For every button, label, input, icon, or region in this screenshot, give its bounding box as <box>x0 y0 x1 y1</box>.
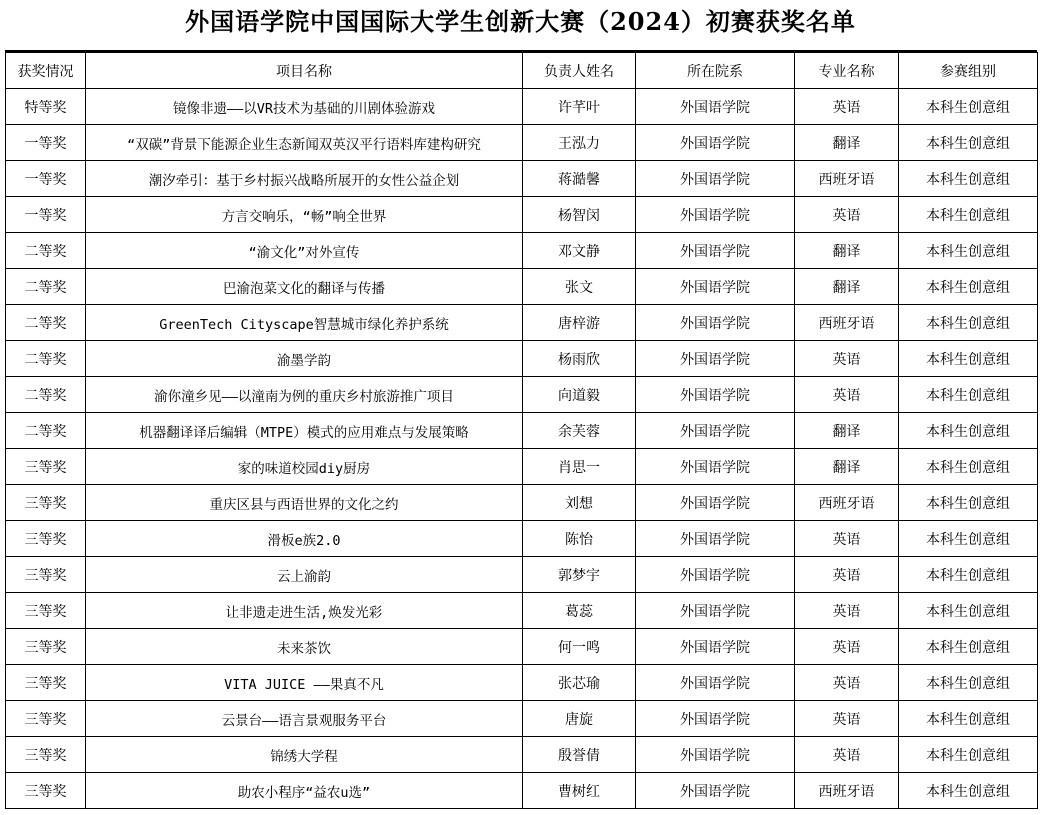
group-cell: 本科生创意组 <box>899 161 1038 197</box>
group-cell: 本科生创意组 <box>899 593 1038 629</box>
table-row <box>6 161 1038 197</box>
table-row <box>6 629 1038 665</box>
award-cell: 三等奖 <box>6 701 86 737</box>
group-cell: 本科生创意组 <box>899 269 1038 305</box>
project-name-cell: 云景台——语言景观服务平台 <box>86 701 523 737</box>
major-cell: 英语 <box>795 593 899 629</box>
department-cell: 外国语学院 <box>636 485 795 521</box>
leader-name-cell: 陈怡 <box>523 521 636 557</box>
group-cell: 本科生创意组 <box>899 413 1038 449</box>
award-cell: 三等奖 <box>6 629 86 665</box>
leader-name-cell: 王泓力 <box>523 125 636 161</box>
project-name-cell: VITA JUICE ——果真不凡 <box>86 665 523 701</box>
table-row <box>6 485 1038 521</box>
department-cell: 外国语学院 <box>636 665 795 701</box>
department-cell: 外国语学院 <box>636 521 795 557</box>
table-row <box>6 521 1038 557</box>
group-cell: 本科生创意组 <box>899 197 1038 233</box>
table-row <box>6 737 1038 773</box>
major-cell: 英语 <box>795 629 899 665</box>
header-department: 所在院系 <box>636 53 795 89</box>
major-cell: 翻译 <box>795 233 899 269</box>
major-cell: 英语 <box>795 377 899 413</box>
department-cell: 外国语学院 <box>636 161 795 197</box>
leader-name-cell: 张芯瑜 <box>523 665 636 701</box>
project-name-cell: “渝文化”对外宣传 <box>86 233 523 269</box>
header-project-name: 项目名称 <box>86 53 523 89</box>
project-name-cell: 滑板e族2.0 <box>86 521 523 557</box>
table-row <box>6 125 1038 161</box>
leader-name-cell: 葛蕊 <box>523 593 636 629</box>
table-row <box>6 449 1038 485</box>
leader-name-cell: 郭梦宇 <box>523 557 636 593</box>
project-name-cell: 机器翻译译后编辑（MTPE）模式的应用难点与发展策略 <box>86 413 523 449</box>
leader-name-cell: 杨雨欣 <box>523 341 636 377</box>
award-cell: 二等奖 <box>6 377 86 413</box>
major-cell: 西班牙语 <box>795 305 899 341</box>
table-row <box>6 305 1038 341</box>
leader-name-cell: 唐梓游 <box>523 305 636 341</box>
group-cell: 本科生创意组 <box>899 341 1038 377</box>
award-cell: 特等奖 <box>6 89 86 125</box>
group-cell: 本科生创意组 <box>899 557 1038 593</box>
group-cell: 本科生创意组 <box>899 521 1038 557</box>
project-name-cell: “双碳”背景下能源企业生态新闻双英汉平行语料库建构研究 <box>86 125 523 161</box>
group-cell: 本科生创意组 <box>899 665 1038 701</box>
group-cell: 本科生创意组 <box>899 233 1038 269</box>
table-row <box>6 413 1038 449</box>
major-cell: 西班牙语 <box>795 161 899 197</box>
major-cell: 英语 <box>795 701 899 737</box>
table-row <box>6 269 1038 305</box>
table-row <box>6 665 1038 701</box>
department-cell: 外国语学院 <box>636 305 795 341</box>
table-row <box>6 197 1038 233</box>
awards-table <box>5 52 1038 809</box>
major-cell: 英语 <box>795 197 899 233</box>
department-cell: 外国语学院 <box>636 737 795 773</box>
project-name-cell: 家的味道校园diy厨房 <box>86 449 523 485</box>
award-cell: 三等奖 <box>6 449 86 485</box>
major-cell: 英语 <box>795 89 899 125</box>
award-cell: 二等奖 <box>6 269 86 305</box>
department-cell: 外国语学院 <box>636 377 795 413</box>
table-row <box>6 557 1038 593</box>
group-cell: 本科生创意组 <box>899 737 1038 773</box>
leader-name-cell: 许芊叶 <box>523 89 636 125</box>
department-cell: 外国语学院 <box>636 197 795 233</box>
award-cell: 二等奖 <box>6 341 86 377</box>
project-name-cell: GreenTech Cityscape智慧城市绿化养护系统 <box>86 305 523 341</box>
project-name-cell: 云上渝韵 <box>86 557 523 593</box>
group-cell: 本科生创意组 <box>899 449 1038 485</box>
major-cell: 英语 <box>795 665 899 701</box>
leader-name-cell: 余芙蓉 <box>523 413 636 449</box>
table-row <box>6 89 1038 125</box>
award-cell: 一等奖 <box>6 125 86 161</box>
group-cell: 本科生创意组 <box>899 125 1038 161</box>
group-cell: 本科生创意组 <box>899 485 1038 521</box>
department-cell: 外国语学院 <box>636 629 795 665</box>
department-cell: 外国语学院 <box>636 773 795 809</box>
award-cell: 二等奖 <box>6 233 86 269</box>
leader-name-cell: 肖思一 <box>523 449 636 485</box>
group-cell: 本科生创意组 <box>899 773 1038 809</box>
award-cell: 三等奖 <box>6 737 86 773</box>
project-name-cell: 巴渝泡菜文化的翻译与传播 <box>86 269 523 305</box>
leader-name-cell: 曹树红 <box>523 773 636 809</box>
award-cell: 一等奖 <box>6 161 86 197</box>
table-row <box>6 701 1038 737</box>
major-cell: 西班牙语 <box>795 773 899 809</box>
major-cell: 翻译 <box>795 269 899 305</box>
leader-name-cell: 张文 <box>523 269 636 305</box>
leader-name-cell: 杨智闵 <box>523 197 636 233</box>
major-cell: 翻译 <box>795 449 899 485</box>
group-cell: 本科生创意组 <box>899 629 1038 665</box>
department-cell: 外国语学院 <box>636 701 795 737</box>
major-cell: 翻译 <box>795 125 899 161</box>
project-name-cell: 未来茶饮 <box>86 629 523 665</box>
leader-name-cell: 向道毅 <box>523 377 636 413</box>
major-cell: 英语 <box>795 557 899 593</box>
project-name-cell: 渝你潼乡见——以潼南为例的重庆乡村旅游推广项目 <box>86 377 523 413</box>
leader-name-cell: 刘想 <box>523 485 636 521</box>
leader-name-cell: 殷誉倩 <box>523 737 636 773</box>
department-cell: 外国语学院 <box>636 125 795 161</box>
table-row <box>6 773 1038 809</box>
department-cell: 外国语学院 <box>636 593 795 629</box>
award-cell: 三等奖 <box>6 593 86 629</box>
award-cell: 一等奖 <box>6 197 86 233</box>
award-cell: 三等奖 <box>6 665 86 701</box>
award-cell: 三等奖 <box>6 773 86 809</box>
group-cell: 本科生创意组 <box>899 305 1038 341</box>
major-cell: 英语 <box>795 737 899 773</box>
project-name-cell: 镜像非遗——以VR技术为基础的川剧体验游戏 <box>86 89 523 125</box>
header-award: 获奖情况 <box>6 53 86 89</box>
table-row <box>6 377 1038 413</box>
department-cell: 外国语学院 <box>636 413 795 449</box>
award-cell: 三等奖 <box>6 557 86 593</box>
department-cell: 外国语学院 <box>636 449 795 485</box>
department-cell: 外国语学院 <box>636 269 795 305</box>
project-name-cell: 锦绣大学程 <box>86 737 523 773</box>
project-name-cell: 助农小程序“益农u选” <box>86 773 523 809</box>
department-cell: 外国语学院 <box>636 557 795 593</box>
award-cell: 二等奖 <box>6 413 86 449</box>
department-cell: 外国语学院 <box>636 89 795 125</box>
award-cell: 二等奖 <box>6 305 86 341</box>
department-cell: 外国语学院 <box>636 341 795 377</box>
major-cell: 英语 <box>795 341 899 377</box>
leader-name-cell: 邓文静 <box>523 233 636 269</box>
leader-name-cell: 蒋澔馨 <box>523 161 636 197</box>
group-cell: 本科生创意组 <box>899 701 1038 737</box>
award-cell: 三等奖 <box>6 521 86 557</box>
group-cell: 本科生创意组 <box>899 377 1038 413</box>
header-major: 专业名称 <box>795 53 899 89</box>
major-cell: 翻译 <box>795 413 899 449</box>
leader-name-cell: 何一鸣 <box>523 629 636 665</box>
table-row <box>6 593 1038 629</box>
group-cell: 本科生创意组 <box>899 89 1038 125</box>
project-name-cell: 渝墨学韵 <box>86 341 523 377</box>
major-cell: 英语 <box>795 521 899 557</box>
project-name-cell: 潮汐牵引：基于乡村振兴战略所展开的女性公益企划 <box>86 161 523 197</box>
project-name-cell: 重庆区县与西语世界的文化之约 <box>86 485 523 521</box>
major-cell: 西班牙语 <box>795 485 899 521</box>
table-row <box>6 233 1038 269</box>
page-title: 外国语学院中国国际大学生创新大赛（2024）初赛获奖名单 <box>185 7 856 36</box>
award-cell: 三等奖 <box>6 485 86 521</box>
header-group: 参赛组别 <box>899 53 1038 89</box>
department-cell: 外国语学院 <box>636 233 795 269</box>
project-name-cell: 让非遗走进生活,焕发光彩 <box>86 593 523 629</box>
table-header-row <box>6 53 1038 89</box>
header-leader-name: 负责人姓名 <box>523 53 636 89</box>
table-row <box>6 341 1038 377</box>
project-name-cell: 方言交响乐，“畅”响全世界 <box>86 197 523 233</box>
leader-name-cell: 唐旋 <box>523 701 636 737</box>
